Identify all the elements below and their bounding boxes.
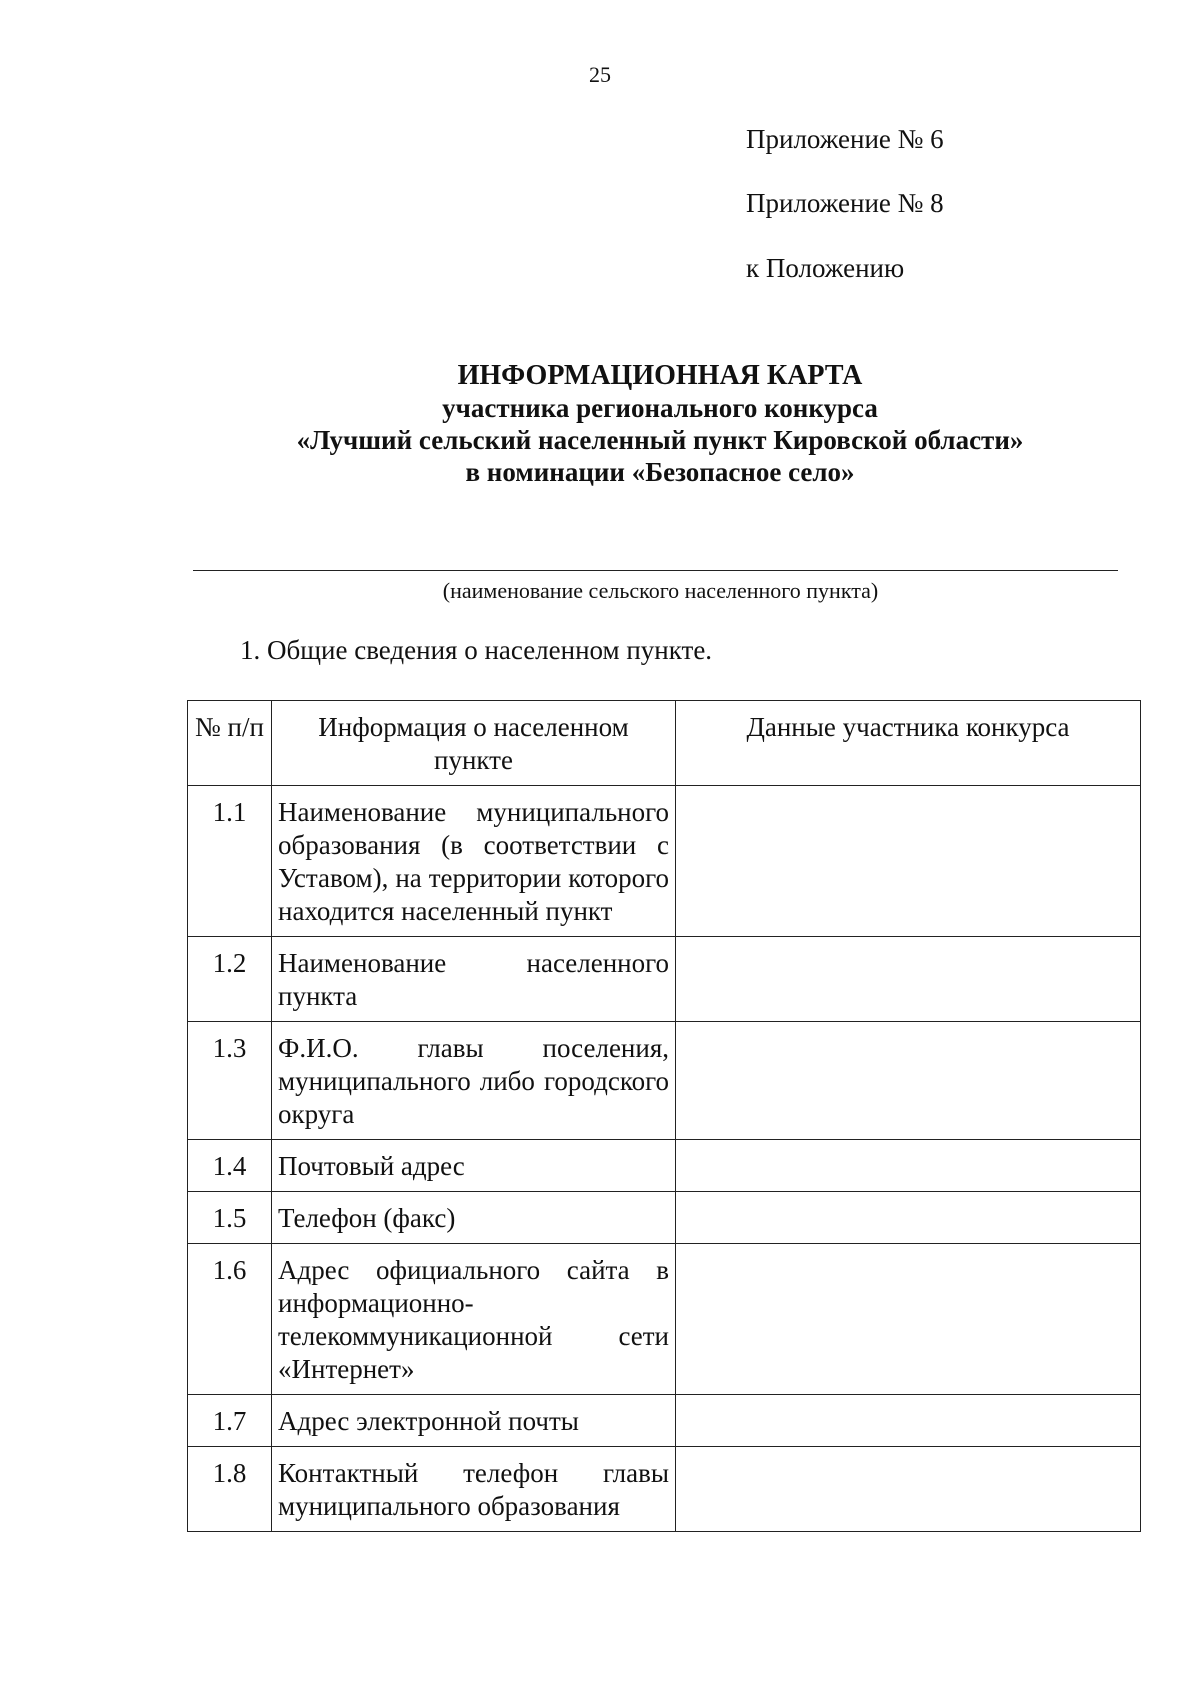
row-number: 1.5	[188, 1192, 272, 1244]
row-description: Почтовый адрес	[272, 1140, 676, 1192]
row-number: 1.7	[188, 1395, 272, 1447]
settlement-name-caption: (наименование сельского населенного пункта)	[442, 578, 879, 603]
header-info: Информация о населенном пункте	[272, 701, 676, 786]
table-header-row	[188, 701, 1141, 786]
row-description: Адрес электронной почты	[272, 1395, 676, 1447]
table-row	[188, 1022, 1141, 1140]
table-row	[188, 786, 1141, 937]
row-number: 1.2	[188, 937, 272, 1022]
title-line-2: участника регионального конкурса	[442, 393, 878, 423]
row-value-cell[interactable]	[676, 1192, 1141, 1244]
row-description: Ф.И.О. главы поселения, муниципального либо городского округа	[272, 1022, 676, 1140]
row-number: 1.1	[188, 786, 272, 937]
table-row	[188, 1192, 1141, 1244]
page-number: 25	[589, 62, 611, 87]
info-table	[187, 700, 1141, 1532]
header-number: № п/п	[188, 701, 272, 786]
row-description: Телефон (факс)	[272, 1192, 676, 1244]
table-row	[188, 1244, 1141, 1395]
document-title	[0, 360, 1200, 488]
row-value-cell[interactable]	[676, 1244, 1141, 1395]
row-number: 1.6	[188, 1244, 272, 1395]
row-value-cell[interactable]	[676, 937, 1141, 1022]
section-heading: 1. Общие сведения о населенном пункте.	[240, 635, 713, 665]
settlement-name-line[interactable]	[193, 570, 1118, 571]
header-participant-data: Данные участника конкурса	[676, 701, 1141, 786]
appendix-label-3: к Положению	[746, 253, 905, 283]
row-description: Наименование населенного пункта	[272, 937, 676, 1022]
row-description: Адрес официального сайта в информационно-телекоммуникационной сети «Интернет»	[272, 1244, 676, 1395]
row-value-cell[interactable]	[676, 1022, 1141, 1140]
row-value-cell[interactable]	[676, 1447, 1141, 1532]
row-description: Контактный телефон главы муниципального образования	[272, 1447, 676, 1532]
row-number: 1.3	[188, 1022, 272, 1140]
table-row	[188, 1447, 1141, 1532]
appendix-label-1: Приложение № 6	[746, 124, 944, 154]
row-value-cell[interactable]	[676, 786, 1141, 937]
title-line-1: ИНФОРМАЦИОННАЯ КАРТА	[457, 360, 863, 391]
title-line-4: в номинации «Безопасное село»	[465, 457, 855, 487]
row-number: 1.8	[188, 1447, 272, 1532]
appendix-label-2: Приложение № 8	[746, 188, 944, 218]
row-number: 1.4	[188, 1140, 272, 1192]
title-line-3: «Лучший сельский населенный пункт Кировской области»	[296, 425, 1024, 455]
row-value-cell[interactable]	[676, 1395, 1141, 1447]
row-value-cell[interactable]	[676, 1140, 1141, 1192]
table-row	[188, 1140, 1141, 1192]
table-row	[188, 937, 1141, 1022]
row-description: Наименование муниципального образования (в соответствии с Уставом), на территории которого находится населенный пункт	[272, 786, 676, 937]
table-row	[188, 1395, 1141, 1447]
